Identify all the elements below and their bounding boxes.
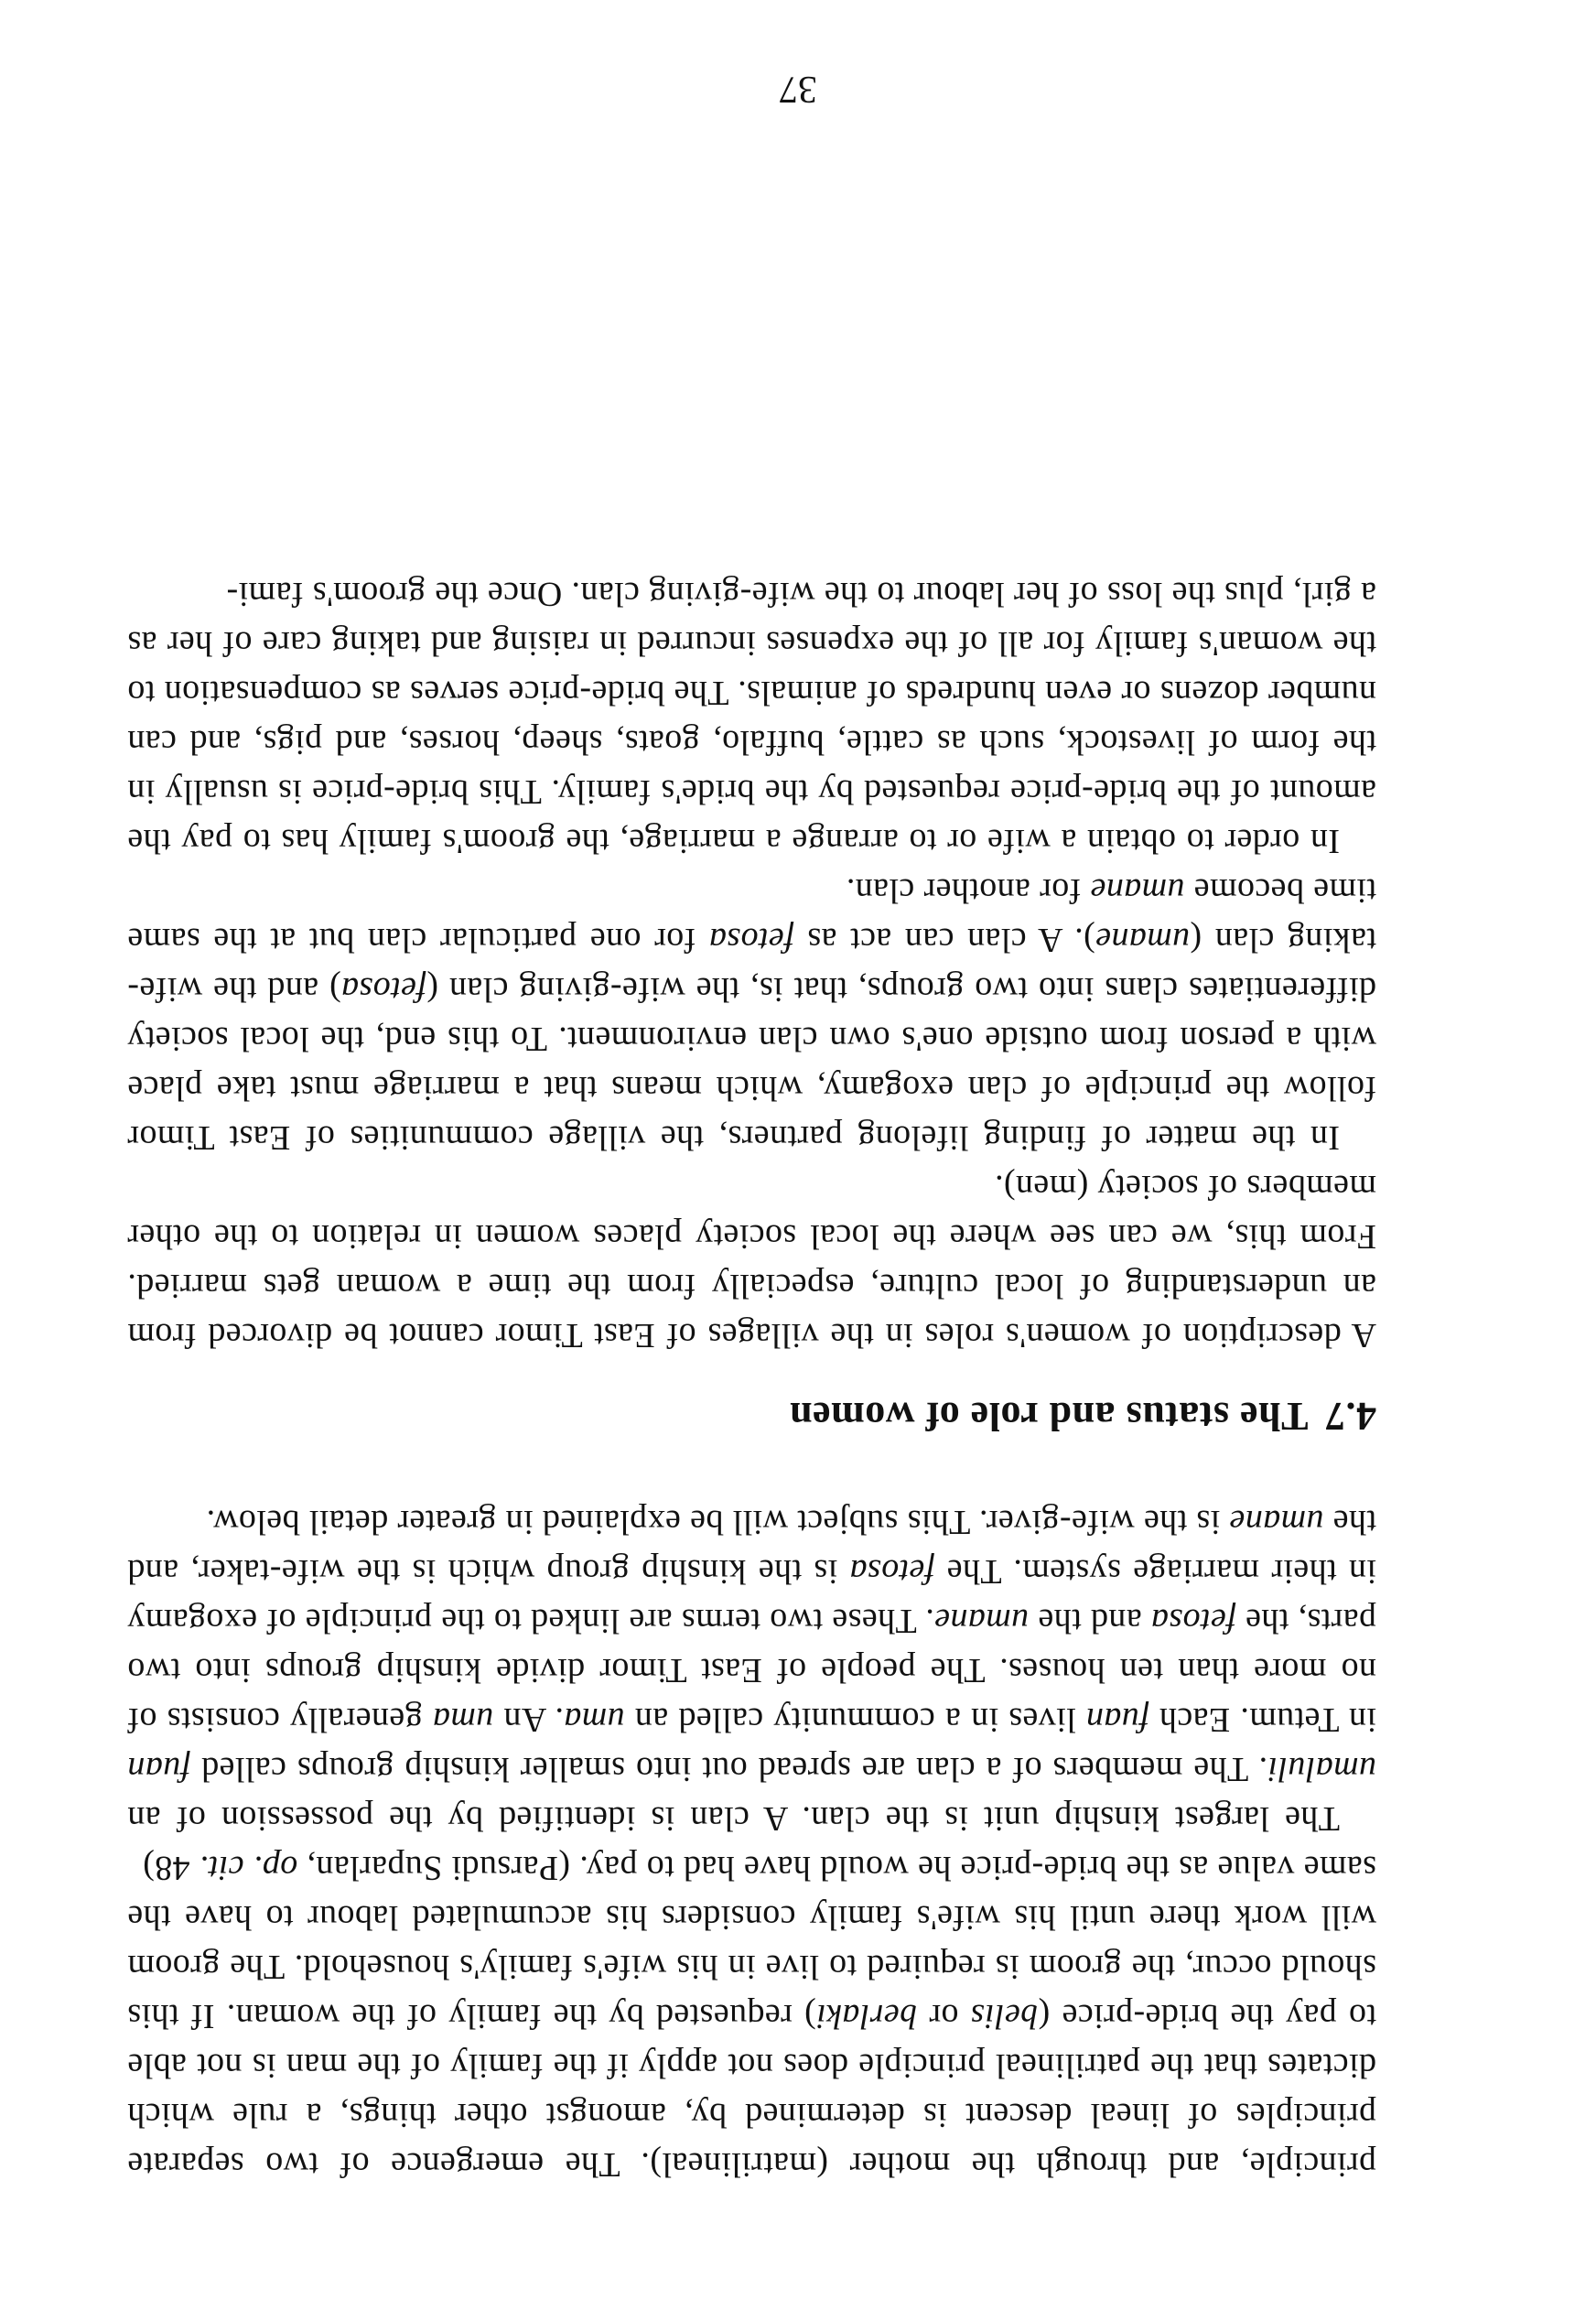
text-run: is the wife-giver. This subject will be explained in greater detail below. (206, 1503, 1230, 1541)
italic-term: fuan (1085, 1700, 1149, 1739)
text-run: lives in a community called an (624, 1700, 1086, 1739)
text-run: and the (1029, 1602, 1151, 1640)
text-run: ) requested by the family of the woman. If this should occur, the groom is required to live in his wife's family's household. The groom will work there until his wife's family considers his accumulated labour to have the same value as the bride-price he would have had to pay. (Parsudi Suparlan, (126, 1849, 1376, 2035)
text-run: generally consists of no more than ten houses. The people of East Timor divide kinship groups into two parts, the (127, 1602, 1376, 1739)
page-number: 37 (779, 68, 817, 110)
italic-term: belis (970, 1997, 1039, 2035)
text-run: ). A clan can act as (793, 921, 1095, 959)
italic-term: umane (1090, 871, 1185, 910)
text-run: The largest kinship unit is the clan. A clan is identified by the possession of an (127, 1799, 1340, 1838)
text-run: in Tetum. Each (1148, 1700, 1376, 1739)
paragraph-women-roles (127, 1162, 1376, 1360)
text-run: or (917, 1997, 971, 2035)
italic-term: umane (1229, 1503, 1324, 1541)
italic-term: fuan (127, 1750, 191, 1788)
italic-term: berlaki (815, 1997, 918, 2035)
text-run: A description of women's roles in the villages of East Timor cannot be divorced from an understanding of local culture, especially from the time a woman gets married. From this, we can see where the local society places women in relation to the other members of society (men). (127, 1168, 1376, 1355)
italic-term: uma (432, 1700, 494, 1739)
paragraph-bride-price (127, 569, 1376, 866)
paragraph-continued (127, 1843, 1376, 2189)
text-run: for another clan. (846, 871, 1091, 910)
text-run: In the matter of finding lifelong partners, the village communities of East Timor follow the principle of clan exogamy, which means that a marriage must take place with a person from outside one's own clan environment. To this end, the local society differentiates clans into two groups, that is, the wife-giving clan ( (127, 970, 1376, 1157)
italic-term: fetosa (708, 921, 794, 959)
italic-term: op. cit. (199, 1849, 298, 1887)
text-run: for one particular clan but at the same time become (127, 871, 1376, 959)
italic-term: uma (564, 1700, 625, 1739)
italic-term: umaluli (1267, 1750, 1376, 1788)
text-run: . An (493, 1700, 564, 1739)
body-text (127, 569, 1376, 2189)
paragraph-kinship (127, 1497, 1376, 1843)
text-run: principle, and through the mother (matrilineal). The emergence of two separate principles of lineal descent is determined by, amongst other things, a rule which dictates that the patrilineal principle does not apply if the family of the man is not able to pay the bride-price ( (127, 1997, 1376, 2184)
text-run: . The members of a clan are spread out into smaller kinship groups called (190, 1750, 1268, 1788)
section-number: 4.7 (1324, 1394, 1376, 1439)
section-heading (127, 1391, 1376, 1441)
paragraph-exogamy (127, 866, 1376, 1162)
italic-term: fetosa (340, 970, 426, 1009)
section-title: The status and role of women (789, 1394, 1309, 1439)
text-run: In order to obtain a wife or to arrange a marriage, the groom's family has to pay the amount of the bride-price requested by the bride's family. This bride-price is usually in the form of livestock, such as cattle, buffalo, goats, sheep, horses, and pigs, and can number dozens or even hundreds of animals. The bride-price serves as compensation to the woman's family for all of the expenses incurred in raising and taking care of her as a girl, plus the loss of her labour to the wife-giving clan. Once the groom's fami- (127, 575, 1376, 860)
italic-term: umane (933, 1602, 1030, 1640)
italic-term: umane (1095, 921, 1191, 959)
italic-term: fetosa (1150, 1602, 1236, 1640)
italic-term: fetosa (849, 1552, 935, 1591)
text-run: is the kinship group which is the wife-taker, and the (127, 1503, 1376, 1591)
text-run: . These two terms are linked to the principle of exogamy in their marriage system. The (127, 1552, 1376, 1640)
text-run: 48) (142, 1849, 200, 1887)
text-run: ) and the wife-taking clan ( (127, 921, 1376, 1009)
